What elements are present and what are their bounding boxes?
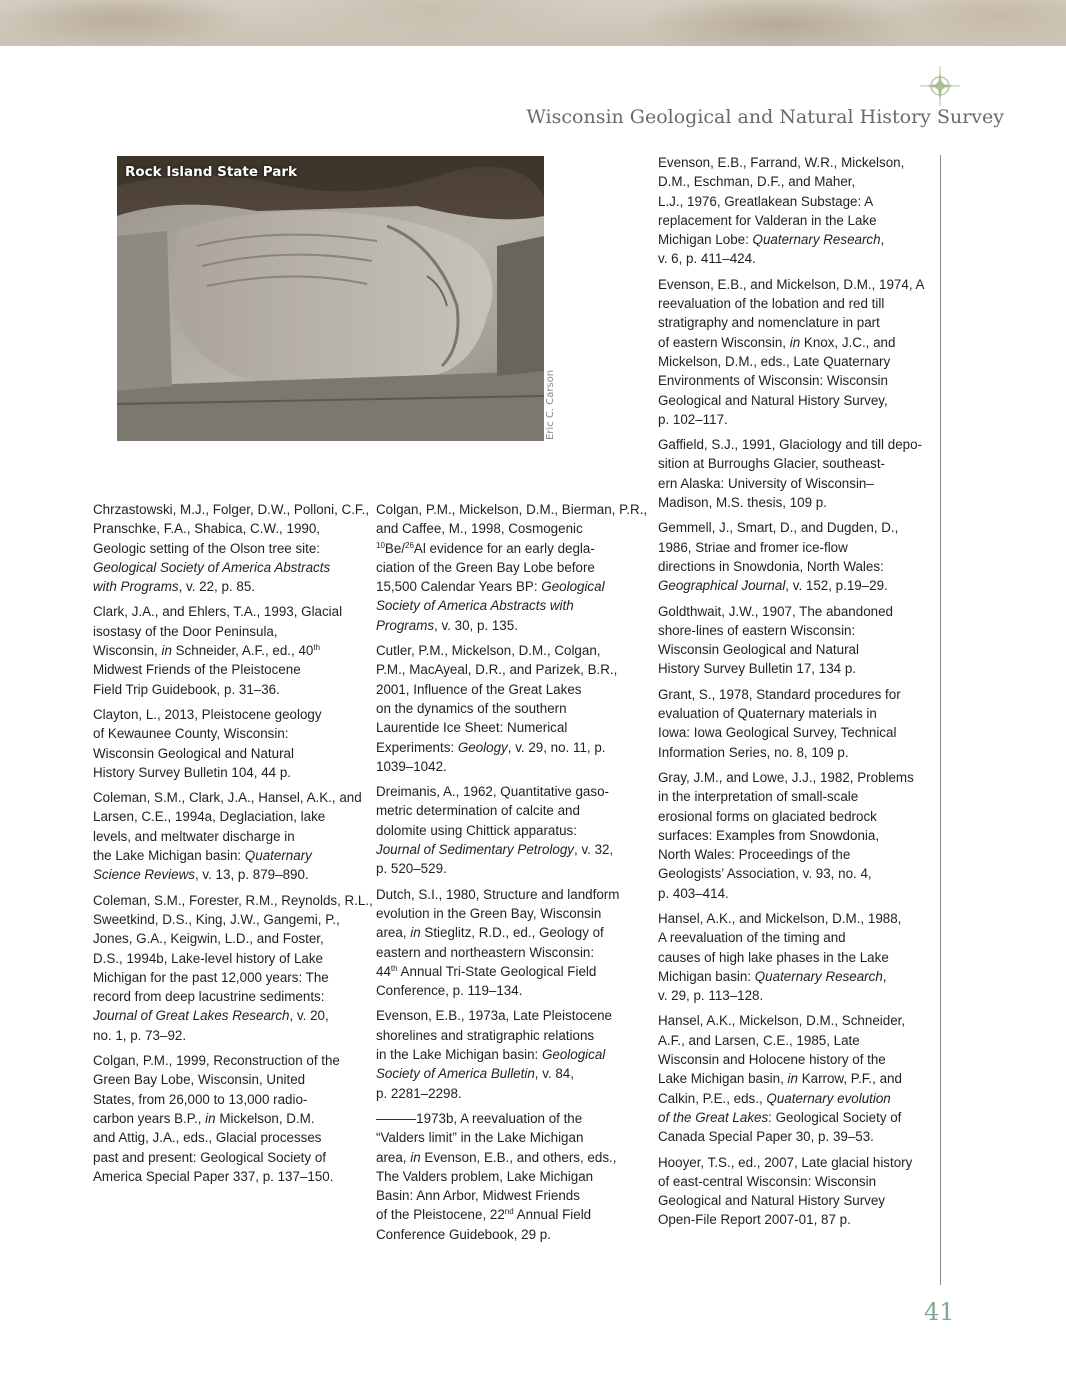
reference-line: record from deep lacustrine sediments: (93, 989, 325, 1005)
reference-line: 1986, Striae and fromer ice-flow (658, 539, 848, 555)
reference-line: Hooyer, T.S., ed., 2007, Late glacial history (658, 1154, 913, 1170)
reference-line: A.F., and Larsen, C.E., 1985, Late (658, 1032, 860, 1048)
reference-line: in the interpretation of small-scale (658, 789, 859, 805)
reference-line: Lake Michigan basin, in Karrow, P.F., and (658, 1071, 902, 1087)
reference-entry (376, 1006, 651, 1102)
reference-line: area, in Stieglitz, R.D., ed., Geology of (376, 925, 604, 941)
reference-line: 15,500 Calendar Years BP: Geological (376, 579, 605, 595)
reference-line: A reevaluation of the timing and (658, 930, 846, 946)
reference-line: Geological and Natural History Survey, (658, 392, 888, 408)
reference-line: eastern and northeastern Wisconsin: (376, 944, 595, 960)
reference-line: 2001, Influence of the Great Lakes (376, 681, 582, 697)
reference-line: no. 1, p. 73–92. (93, 1027, 187, 1043)
reference-line: Journal of Sedimentary Petrology, v. 32, (376, 842, 614, 858)
reference-line: of the Pleistocene, 22nd Annual Field (376, 1207, 592, 1223)
reference-entry (376, 782, 651, 878)
reference-line: D.M., Eschman, D.F., and Maher, (658, 174, 856, 190)
reference-line: Green Bay Lobe, Wisconsin, United (93, 1072, 306, 1088)
reference-entry (658, 602, 933, 679)
reference-line: Hansel, A.K., Mickelson, D.M., Schneider, (658, 1013, 906, 1029)
reference-line: North Wales: Proceedings of the (658, 847, 851, 863)
reference-line: Conference Guidebook, 29 p. (376, 1226, 551, 1242)
reference-line: P.M., MacAyeal, D.R., and Parizek, B.R., (376, 662, 618, 678)
reference-line: Geologists’ Association, v. 93, no. 4, (658, 866, 872, 882)
reference-line: metric determination of calcite and (376, 803, 580, 819)
reference-line: Goldthwait, J.W., 1907, The abandoned (658, 603, 893, 619)
reference-line: Chrzastowski, M.J., Folger, D.W., Polloni, C.F., (93, 502, 370, 517)
reference-line: p. 2281–2298. (376, 1085, 462, 1101)
reference-line: p. 520–529. (376, 861, 447, 877)
reference-line: Grant, S., 1978, Standard procedures for (658, 686, 901, 702)
reference-line: and Caffee, M., 1998, Cosmogenic (376, 521, 583, 537)
reference-line: Society of America Bulletin, v. 84, (376, 1066, 574, 1082)
reference-line: Gemmell, J., Smart, D., and Dugden, D., (658, 520, 899, 536)
photo-credit: Eric C. Carson (545, 369, 556, 440)
reference-line: Environments of Wisconsin: Wisconsin (658, 373, 888, 389)
reference-line: of Kewaunee County, Wisconsin: (93, 726, 289, 742)
reference-entry (658, 275, 933, 429)
reference-line: causes of high lake phases in the Lake (658, 949, 889, 965)
reference-line: Basin: Ann Arbor, Midwest Friends (376, 1188, 580, 1204)
reference-entry (376, 641, 651, 776)
reference-line: Pranschke, F.A., Shabica, C.W., 1990, (93, 521, 321, 537)
reference-line: Colgan, P.M., Mickelson, D.M., Bierman, P.R., (376, 502, 648, 517)
reference-line: on the dynamics of the southern (376, 700, 567, 716)
reference-entry (658, 1011, 933, 1146)
reference-line: of the Great Lakes: Geological Society of (658, 1109, 902, 1125)
reference-line: Midwest Friends of the Pleistocene (93, 662, 301, 678)
reference-entry (93, 500, 368, 596)
reference-line: p. 403–414. (658, 885, 729, 901)
reference-entry (93, 788, 368, 884)
reference-column-left (93, 500, 373, 1192)
reference-line: Science Reviews, v. 13, p. 879–890. (93, 867, 309, 883)
reference-line: erosional forms on glaciated bedrock (658, 808, 877, 824)
reference-line: Evenson, E.B., and Mickelson, D.M., 1974, A (658, 276, 925, 292)
reference-entry (93, 891, 373, 1045)
reference-entry (93, 1051, 368, 1186)
reference-line: $^{10}$Be/$^{26}$Al evidence for an early degla- (376, 540, 595, 556)
reference-line: Coleman, S.M., Clark, J.A., Hansel, A.K., and (93, 790, 362, 806)
reference-line: History Survey Bulletin 17, 134 p. (658, 661, 856, 677)
reference-line: Wisconsin Geological and Natural (93, 745, 294, 761)
reference-line: Dutch, S.I., 1980, Structure and landform (376, 886, 620, 902)
reference-line: of east-central Wisconsin: Wisconsin (658, 1173, 877, 1189)
reference-line: Journal of Great Lakes Research, v. 20, (93, 1008, 329, 1024)
reference-line: D.S., 1994b, Lake-level history of Lake (93, 950, 324, 966)
reference-line: Michigan for the past 12,000 years: The (93, 969, 329, 985)
reference-line: Calkin, P.E., eds., Quaternary evolution (658, 1090, 891, 1106)
reference-line: Wisconsin, in Schneider, A.F., ed., 40th (93, 643, 321, 659)
reference-line: The Valders problem, Lake Michigan (376, 1168, 594, 1184)
reference-line: Hansel, A.K., and Mickelson, D.M., 1988, (658, 910, 902, 926)
reference-line: Programs, v. 30, p. 135. (376, 617, 518, 633)
reference-line: Cutler, P.M., Mickelson, D.M., Colgan, (376, 643, 601, 659)
reference-line: isostasy of the Door Peninsula, (93, 623, 278, 639)
reference-line: America Special Paper 337, p. 137–150. (93, 1168, 334, 1184)
reference-line: reevaluation of the lobation and red till (658, 296, 885, 312)
reference-entry (658, 685, 933, 762)
reference-line: Wisconsin Geological and Natural (658, 642, 859, 658)
reference-line: Clayton, L., 2013, Pleistocene geology (93, 706, 322, 722)
reference-entry (376, 1109, 651, 1244)
reference-line: the Lake Michigan basin: Quaternary (93, 848, 312, 864)
reference-line: Geological and Natural History Survey (658, 1193, 886, 1209)
reference-line: area, in Evenson, E.B., and others, eds., (376, 1149, 617, 1165)
reference-line: Iowa: Iowa Geological Survey, Technical (658, 725, 897, 741)
reference-line: shore-lines of eastern Wisconsin: (658, 622, 856, 638)
reference-line: Michigan Lobe: Quaternary Research, (658, 232, 885, 248)
reference-line: Geological Society of America Abstracts (93, 559, 331, 575)
reference-line: p. 102–117. (658, 411, 728, 427)
decorative-header-band (0, 0, 1066, 46)
reference-line: Evenson, E.B., 1973a, Late Pleistocene (376, 1008, 612, 1024)
reference-line: ern Alaska: University of Wisconsin– (658, 475, 874, 491)
reference-line: evaluation of Quaternary materials in (658, 706, 877, 722)
reference-line: Canada Special Paper 30, p. 39–53. (658, 1129, 874, 1145)
reference-line: Field Trip Guidebook, p. 31–36. (93, 681, 280, 697)
reference-line: dolomite using Chittick apparatus: (376, 822, 577, 838)
reference-line: ———1973b, A reevaluation of the (376, 1110, 583, 1126)
reference-entry (658, 768, 933, 903)
reference-entry (93, 602, 368, 698)
survey-title: Wisconsin Geological and Natural History Survey (526, 106, 1004, 128)
reference-line: Dreimanis, A., 1962, Quantitative gaso- (376, 784, 609, 800)
rock-carving-photo (117, 156, 544, 441)
reference-line: Clark, J.A., and Ehlers, T.A., 1993, Glacial (93, 604, 343, 620)
reference-entry (658, 435, 933, 512)
reference-entry (658, 909, 933, 1005)
reference-line: Madison, M.S. thesis, 109 p. (658, 495, 827, 511)
reference-entry (658, 153, 933, 269)
reference-line: Mickelson, D.M., eds., Late Quaternary (658, 353, 891, 369)
reference-line: Laurentide Ice Sheet: Numerical (376, 720, 568, 736)
reference-line: Open-File Report 2007-01, 87 p. (658, 1212, 851, 1228)
reference-line: Conference, p. 119–134. (376, 983, 523, 999)
reference-line: past and present: Geological Society of (93, 1149, 326, 1165)
reference-line: in the Lake Michigan basin: Geological (376, 1047, 606, 1063)
reference-line: States, from 26,000 to 13,000 radio- (93, 1091, 308, 1107)
reference-line: of eastern Wisconsin, in Knox, J.C., and (658, 334, 896, 350)
reference-line: Geographical Journal, v. 152, p.19–29. (658, 578, 888, 594)
reference-entry (376, 885, 651, 1001)
reference-line: ciation of the Green Bay Lobe before (376, 559, 595, 575)
reference-line: Coleman, S.M., Forester, R.M., Reynolds, R.L., (93, 892, 373, 908)
reference-line: carbon years B.P., in Mickelson, D.M. (93, 1110, 315, 1126)
reference-line: Larsen, C.E., 1994a, Deglaciation, lake (93, 809, 326, 825)
reference-line: Gray, J.M., and Lowe, J.J., 1982, Problems (658, 769, 914, 785)
reference-line: L.J., 1976, Greatlakean Substage: A (658, 193, 874, 209)
reference-line: stratigraphy and nomenclature in part (658, 315, 880, 331)
reference-entry (658, 518, 933, 595)
reference-line: replacement for Valderan in the Lake (658, 212, 877, 228)
reference-line: with Programs, v. 22, p. 85. (93, 579, 255, 595)
reference-line: 1039–1042. (376, 758, 447, 774)
reference-line: v. 29, p. 113–128. (658, 988, 764, 1004)
reference-entry (376, 500, 651, 635)
reference-line: evolution in the Green Bay, Wisconsin (376, 905, 602, 921)
photo-caption: Rock Island State Park (125, 164, 297, 180)
reference-line: sition at Burroughs Glacier, southeast- (658, 456, 886, 472)
reference-entry (93, 705, 368, 782)
reference-line: Society of America Abstracts with (376, 598, 574, 614)
reference-line: Colgan, P.M., 1999, Reconstruction of the (93, 1053, 340, 1069)
reference-line: shorelines and stratigraphic relations (376, 1027, 595, 1043)
page-number: 41 (924, 1298, 955, 1326)
reference-line: v. 6, p. 411–424. (658, 251, 756, 267)
reference-line: directions in Snowdonia, North Wales: (658, 558, 884, 574)
reference-line: Wisconsin and Holocene history of the (658, 1052, 886, 1068)
reference-line: Sweetkind, D.S., King, J.W., Gangemi, P., (93, 911, 340, 927)
reference-line: surfaces: Examples from Snowdonia, (658, 827, 880, 843)
reference-line: levels, and meltwater discharge in (93, 828, 295, 844)
reference-line: “Valders limit” in the Lake Michigan (376, 1130, 584, 1146)
reference-line: Information Series, no. 8, 109 p. (658, 744, 849, 760)
compass-icon (918, 64, 962, 108)
reference-entry (658, 1153, 933, 1230)
reference-line: and Attig, J.A., eds., Glacial processes (93, 1130, 322, 1146)
reference-line: Gaffield, S.J., 1991, Glaciology and till depo- (658, 437, 923, 453)
reference-line: Evenson, E.B., Farrand, W.R., Mickelson, (658, 155, 905, 170)
reference-line: Jones, G.A., Keigwin, L.D., and Foster, (93, 931, 324, 947)
reference-line: Geologic setting of the Olson tree site: (93, 540, 321, 556)
column-rule (940, 155, 941, 1285)
reference-column-middle (376, 500, 651, 1250)
reference-column-right (658, 153, 933, 1236)
reference-line: Experiments: Geology, v. 29, no. 11, p. (376, 739, 606, 755)
reference-line: Michigan basin: Quaternary Research, (658, 968, 887, 984)
reference-line: 44th Annual Tri-State Geological Field (376, 963, 597, 979)
reference-line: History Survey Bulletin 104, 44 p. (93, 764, 291, 780)
